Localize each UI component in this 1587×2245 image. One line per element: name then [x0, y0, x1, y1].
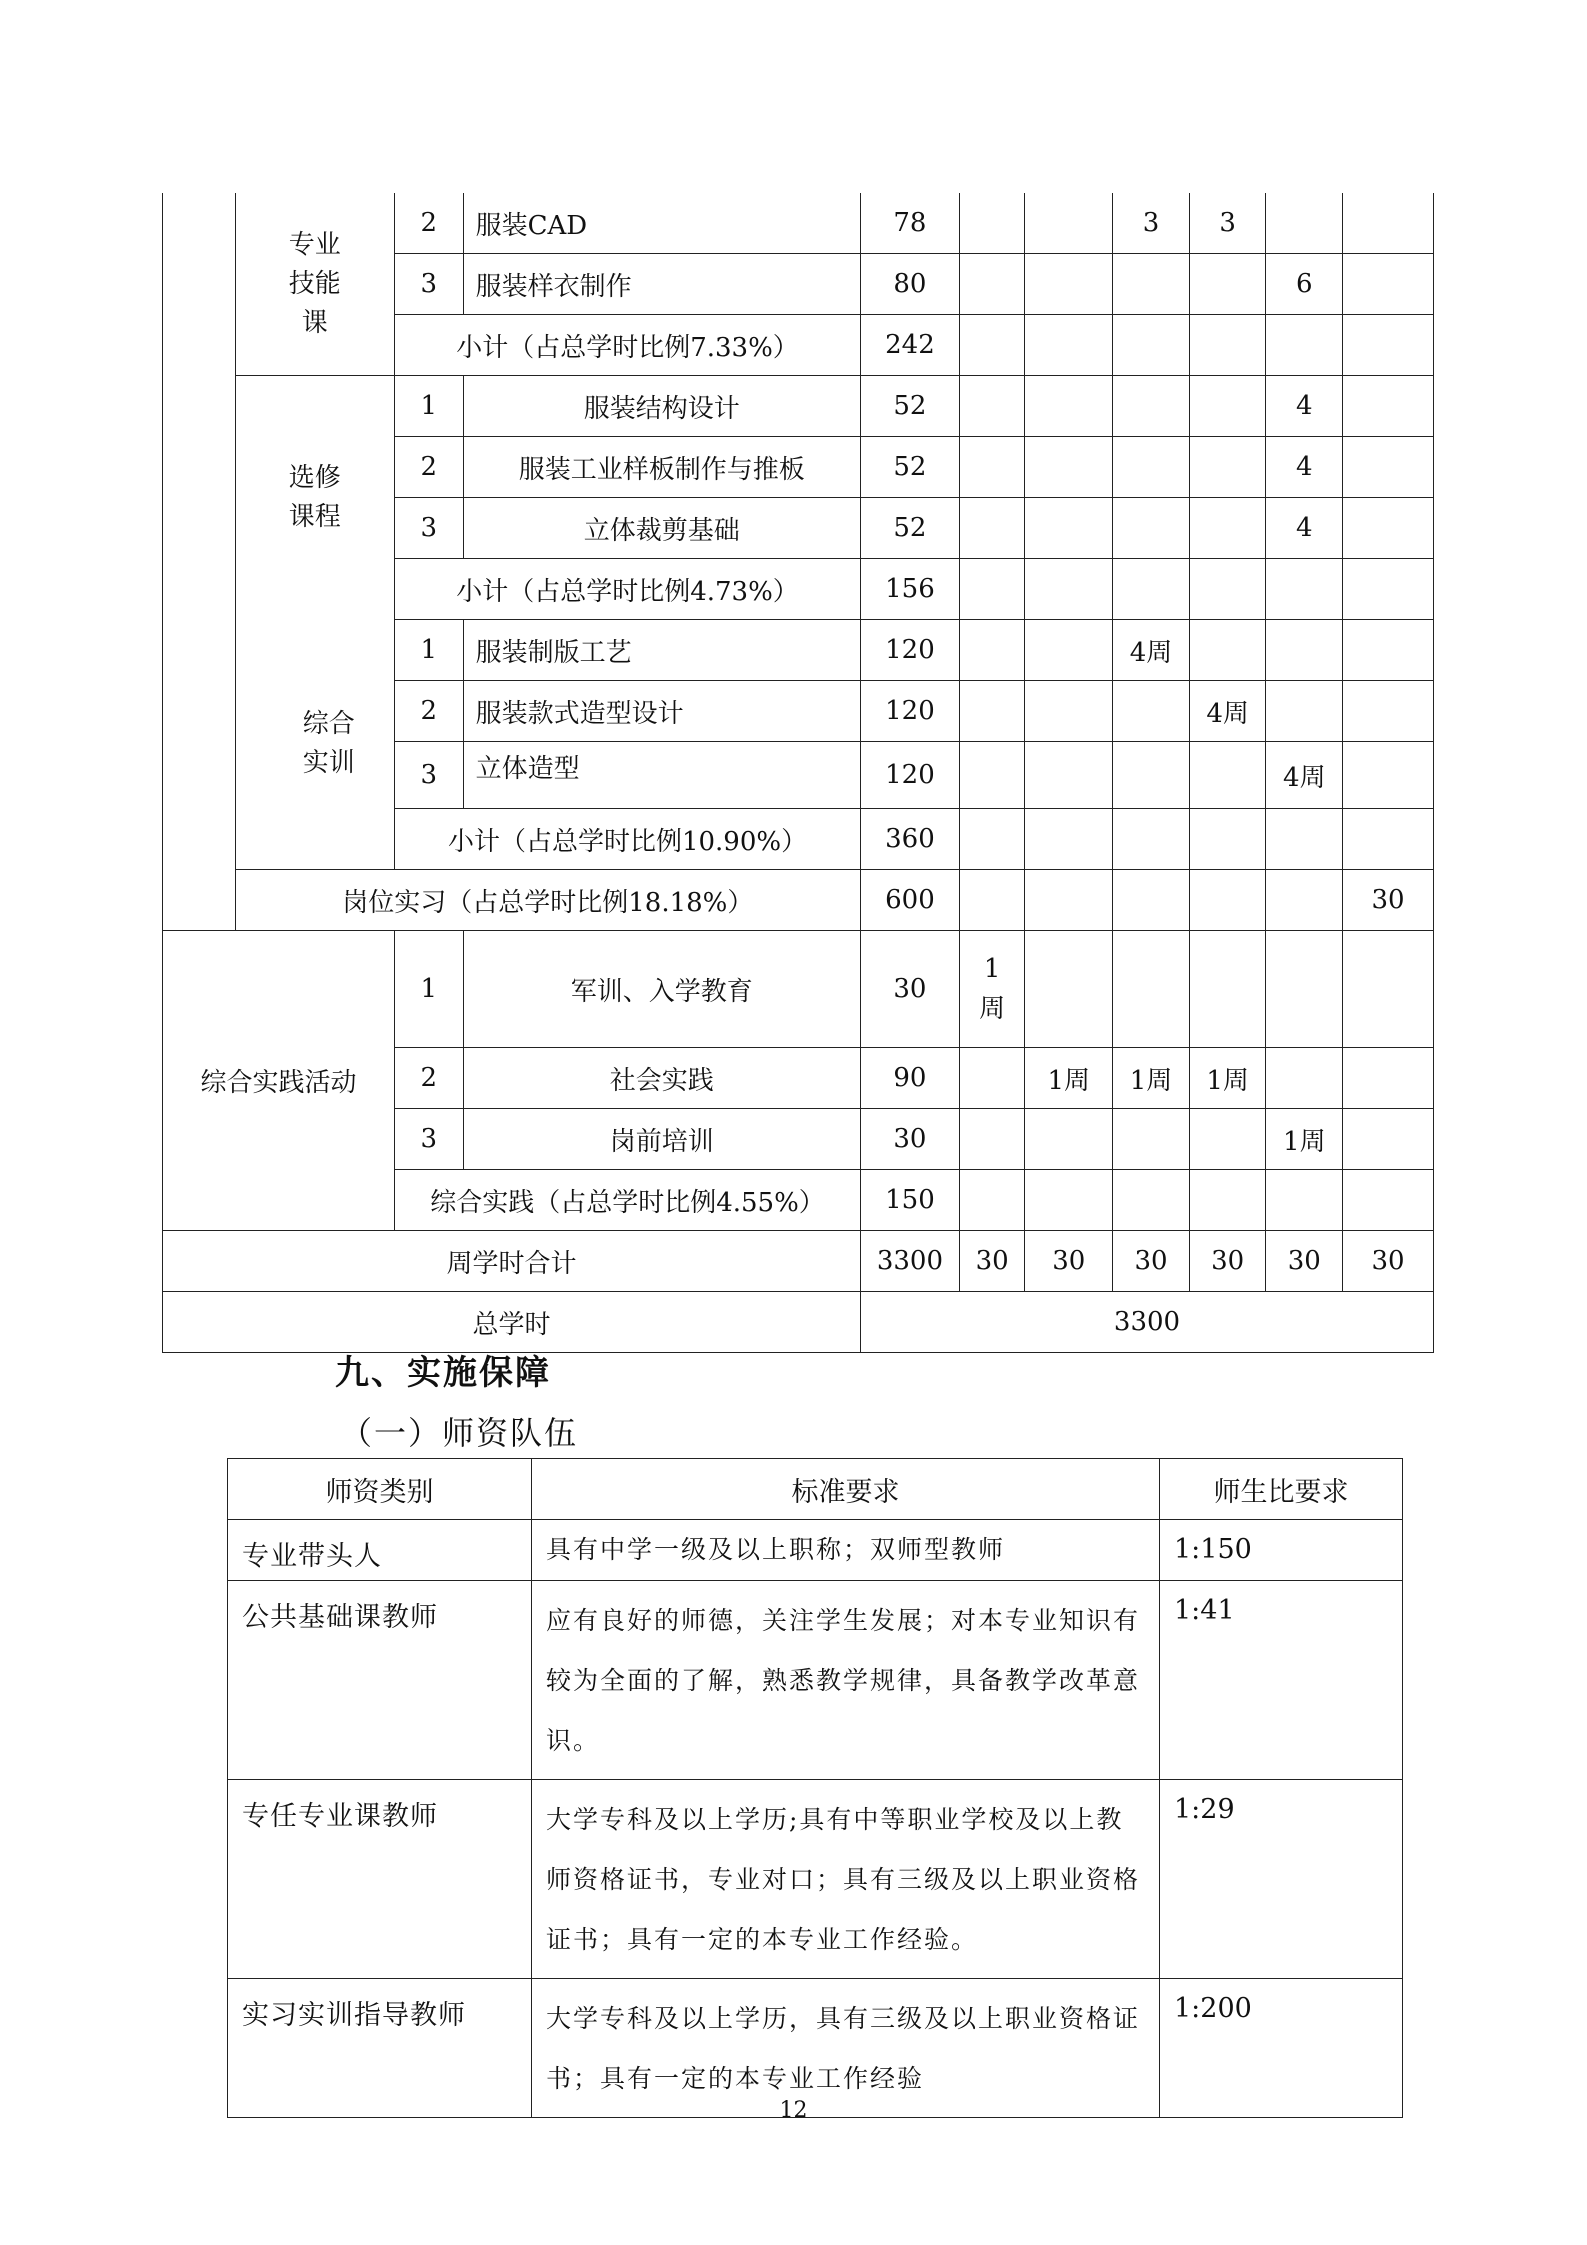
weekly-total-row [163, 1231, 1434, 1292]
table-cell [1025, 498, 1113, 559]
table-cell: 90 [861, 1048, 960, 1109]
table-cell: 30 [1343, 1231, 1434, 1292]
table-cell: 专任专业课教师 [228, 1780, 532, 1979]
table-cell [1025, 620, 1113, 681]
table-cell: 80 [861, 254, 960, 315]
table-cell [959, 315, 1025, 376]
table-cell: 总学时 [163, 1292, 861, 1353]
table-cell: 120 [861, 742, 960, 809]
table-cell [959, 559, 1025, 620]
table-cell [1025, 681, 1113, 742]
grand-total-row [163, 1292, 1434, 1353]
table-cell: 综合实践（占总学时比例4.55%） [395, 1170, 861, 1231]
table-cell [1343, 681, 1434, 742]
table-cell [1113, 742, 1190, 809]
table-cell [959, 620, 1025, 681]
staff-row [228, 1780, 1403, 1979]
table-cell: 3300 [861, 1231, 960, 1292]
table-cell: 服装CAD [463, 193, 860, 254]
table-cell: 1:41 [1160, 1581, 1403, 1780]
table-cell: 4 [1266, 437, 1343, 498]
table-cell [959, 376, 1025, 437]
table-cell: 服装工业样板制作与推板 [463, 437, 860, 498]
table-cell [1266, 809, 1343, 870]
staff-row [228, 1979, 1403, 2118]
table-cell: 30 [1343, 870, 1434, 931]
table-cell [1113, 1109, 1190, 1170]
week1-cell: 1 周 [959, 931, 1025, 1048]
staff-table [227, 1458, 1403, 2118]
table-cell: 应有良好的师德，关注学生发展；对本专业知识有较为全面的了解，熟悉教学规律，具备教学改革意识。 [532, 1581, 1160, 1780]
table-cell [959, 254, 1025, 315]
table-cell [959, 1170, 1025, 1231]
table-cell: 4 [1266, 376, 1343, 437]
table-cell [959, 742, 1025, 809]
table-cell [1189, 254, 1266, 315]
table-cell: 4周 [1266, 742, 1343, 809]
table-row [163, 620, 1434, 681]
table-cell [1189, 315, 1266, 376]
table-cell [1343, 1048, 1434, 1109]
table-cell: 6 [1266, 254, 1343, 315]
table-cell: 600 [861, 870, 960, 931]
table-cell: 大学专科及以上学历;具有中等职业学校及以上教师资格证书，专业对口；具有三级及以上职业资格证书；具有一定的本专业工作经验。 [532, 1780, 1160, 1979]
table-cell: 服装样衣制作 [463, 254, 860, 315]
table-cell [1113, 809, 1190, 870]
table-cell: 52 [861, 498, 960, 559]
outer-category-cell [163, 193, 236, 931]
table-cell: 1 [395, 376, 464, 437]
table-cell [959, 870, 1025, 931]
table-cell [1113, 376, 1190, 437]
table-cell [1266, 931, 1343, 1048]
table-cell [959, 498, 1025, 559]
table-cell [959, 193, 1025, 254]
table-cell: 150 [861, 1170, 960, 1231]
table-cell: 30 [1113, 1231, 1190, 1292]
course-schedule-table [162, 193, 1434, 1353]
table-cell: 1周 [1266, 1109, 1343, 1170]
table-cell [1113, 681, 1190, 742]
table-cell [959, 437, 1025, 498]
table-cell [1343, 376, 1434, 437]
table-cell: 小计（占总学时比例10.90%） [395, 809, 861, 870]
table-cell [1343, 437, 1434, 498]
table-cell [1343, 809, 1434, 870]
table-cell [1113, 870, 1190, 931]
table-cell [1189, 870, 1266, 931]
sub-heading: （一）师资队伍 [340, 1414, 579, 1452]
table-cell [1189, 559, 1266, 620]
table-cell: 3 [395, 1109, 464, 1170]
table-cell [1189, 742, 1266, 809]
table-cell [959, 1109, 1025, 1170]
table-cell [1343, 559, 1434, 620]
table-cell: 1:200 [1160, 1979, 1403, 2118]
table-cell [1113, 931, 1190, 1048]
page-number: 12 [779, 2098, 808, 2123]
section-heading: 九、实施保障 [335, 1353, 551, 1393]
table-cell: 实习实训指导教师 [228, 1979, 532, 2118]
table-cell: 服装款式造型设计 [463, 681, 860, 742]
table-cell: 360 [861, 809, 960, 870]
table-cell: 120 [861, 620, 960, 681]
table-row [163, 193, 1434, 254]
table-cell [1266, 620, 1343, 681]
table-cell [1266, 1048, 1343, 1109]
table-cell: 30 [959, 1231, 1025, 1292]
table-cell: 立体造型 [463, 742, 860, 809]
table-cell: 2 [395, 437, 464, 498]
table-cell [1025, 1109, 1113, 1170]
table-cell: 小计（占总学时比例4.73%） [395, 559, 861, 620]
table-cell: 岗位实习（占总学时比例18.18%） [235, 870, 860, 931]
category-elective: 选修 课程 [235, 376, 394, 620]
table-cell: 2 [395, 681, 464, 742]
table-cell: 30 [861, 1109, 960, 1170]
table-cell [1343, 1109, 1434, 1170]
table-cell [1189, 1170, 1266, 1231]
table-cell: 具有中学一级及以上职称；双师型教师 [532, 1520, 1160, 1581]
table-cell: 30 [1266, 1231, 1343, 1292]
header-requirement: 标准要求 [532, 1459, 1160, 1520]
table-cell [1266, 870, 1343, 931]
staff-row [228, 1581, 1403, 1780]
category-training: 综合 实训 [235, 620, 394, 870]
internship-row [163, 870, 1434, 931]
category-skill: 专业 技能 课 [235, 193, 394, 376]
table-cell [1343, 620, 1434, 681]
table-cell [1189, 809, 1266, 870]
table-cell: 1 [395, 931, 464, 1048]
table-cell: 岗前培训 [463, 1109, 860, 1170]
table-cell: 1:150 [1160, 1520, 1403, 1581]
table-cell: 3 [1113, 193, 1190, 254]
table-cell: 4周 [1113, 620, 1190, 681]
header-category: 师资类别 [228, 1459, 532, 1520]
table-cell: 2 [395, 193, 464, 254]
table-cell [1266, 193, 1343, 254]
table-cell: 2 [395, 1048, 464, 1109]
table-cell: 4 [1266, 498, 1343, 559]
table-cell: 4周 [1189, 681, 1266, 742]
table-cell [1025, 315, 1113, 376]
table-cell: 专业带头人 [228, 1520, 532, 1581]
table-cell [1189, 931, 1266, 1048]
table-cell: 3 [395, 498, 464, 559]
table-cell [1189, 620, 1266, 681]
table-cell [1343, 1170, 1434, 1231]
table-row [163, 376, 1434, 437]
table-cell: 立体裁剪基础 [463, 498, 860, 559]
table-cell [959, 809, 1025, 870]
table-cell: 服装结构设计 [463, 376, 860, 437]
table-cell: 1周 [1025, 1048, 1113, 1109]
table-cell: 大学专科及以上学历，具有三级及以上职业资格证书；具有一定的本专业工作经验 [532, 1979, 1160, 2118]
table-cell: 1 [395, 620, 464, 681]
table-cell: 1周 [1113, 1048, 1190, 1109]
table-cell [1343, 315, 1434, 376]
table-cell [959, 1048, 1025, 1109]
table-cell: 小计（占总学时比例7.33%） [395, 315, 861, 376]
table-cell [1189, 1109, 1266, 1170]
table-cell [1266, 559, 1343, 620]
table-cell [1113, 254, 1190, 315]
table-cell: 服装制版工艺 [463, 620, 860, 681]
table-cell: 社会实践 [463, 1048, 860, 1109]
table-cell [1113, 315, 1190, 376]
table-cell: 周学时合计 [163, 1231, 861, 1292]
table-cell [1113, 1170, 1190, 1231]
table-cell [1266, 315, 1343, 376]
table-cell: 1周 [1189, 1048, 1266, 1109]
table-cell: 30 [861, 931, 960, 1048]
table-cell: 3 [395, 742, 464, 809]
table-cell: 156 [861, 559, 960, 620]
table-cell: 52 [861, 437, 960, 498]
staff-row [228, 1520, 1403, 1581]
table-cell [1025, 376, 1113, 437]
table-cell [1025, 809, 1113, 870]
table-cell [1025, 437, 1113, 498]
table-cell [1343, 498, 1434, 559]
table-cell [1343, 931, 1434, 1048]
table-cell: 30 [1025, 1231, 1113, 1292]
table-cell [1025, 742, 1113, 809]
table-cell: 军训、入学教育 [463, 931, 860, 1048]
staff-header-row [228, 1459, 1403, 1520]
table-cell [1343, 254, 1434, 315]
table-cell [1189, 376, 1266, 437]
table-cell: 242 [861, 315, 960, 376]
table-cell [1025, 254, 1113, 315]
table-cell [1189, 437, 1266, 498]
table-cell [1343, 742, 1434, 809]
table-row [163, 931, 1434, 1048]
table-cell [1025, 559, 1113, 620]
table-cell: 3300 [861, 1292, 1434, 1353]
table-cell [1025, 193, 1113, 254]
table-cell [1266, 1170, 1343, 1231]
table-cell [1113, 559, 1190, 620]
table-cell: 1:29 [1160, 1780, 1403, 1979]
table-cell: 52 [861, 376, 960, 437]
table-cell: 120 [861, 681, 960, 742]
header-ratio: 师生比要求 [1160, 1459, 1403, 1520]
table-cell: 3 [1189, 193, 1266, 254]
table-cell [959, 681, 1025, 742]
category-practice: 综合实践活动 [163, 931, 395, 1231]
table-cell: 30 [1189, 1231, 1266, 1292]
table-cell [1113, 498, 1190, 559]
table-cell [1189, 498, 1266, 559]
table-cell [1113, 437, 1190, 498]
table-cell: 3 [395, 254, 464, 315]
table-cell [1025, 931, 1113, 1048]
table-cell: 78 [861, 193, 960, 254]
table-cell [1025, 1170, 1113, 1231]
table-cell [1266, 681, 1343, 742]
table-cell [1025, 870, 1113, 931]
table-cell [1343, 193, 1434, 254]
table-cell: 公共基础课教师 [228, 1581, 532, 1780]
